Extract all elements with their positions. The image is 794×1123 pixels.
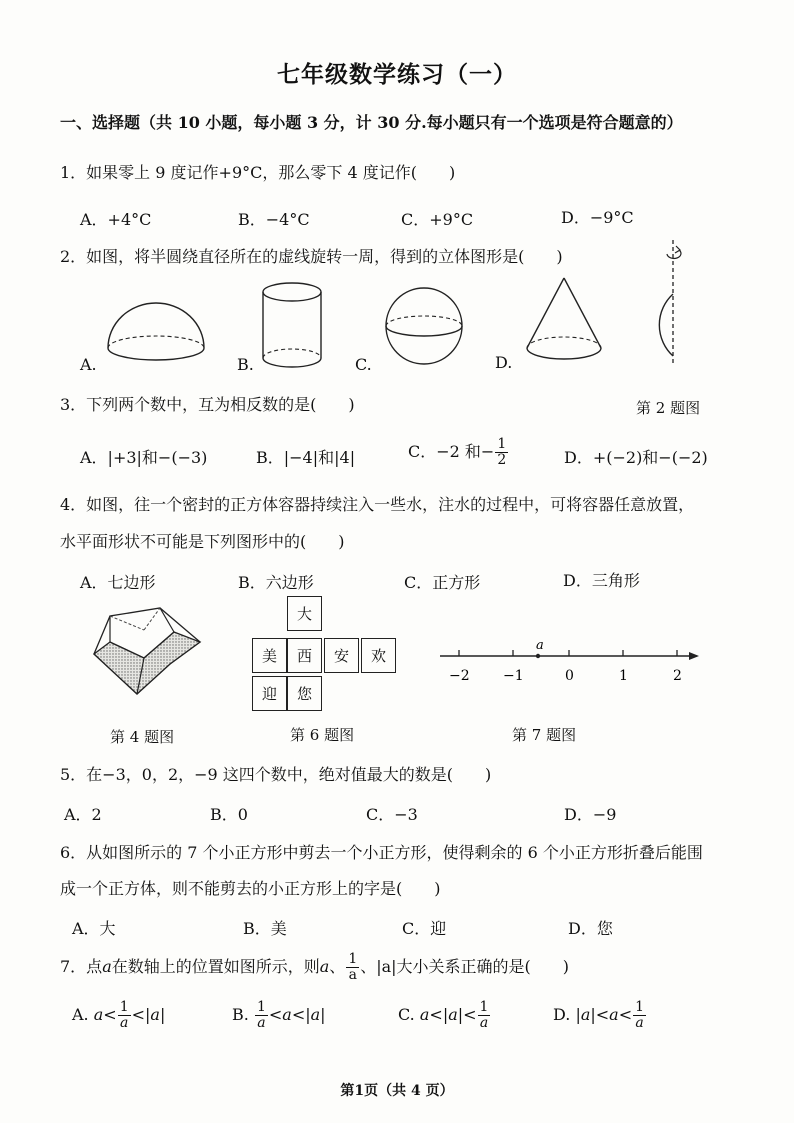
q3-option-c-label: C．−2 和 [408, 442, 481, 461]
q7-option-d-label: D. [553, 1005, 571, 1024]
q7-stem-fraction [346, 952, 359, 983]
cylinder-figure [255, 280, 335, 375]
fraction-numerator: 1 [348, 951, 358, 967]
tick-label: −2 [449, 668, 470, 684]
net-cell: 迎 [252, 676, 287, 711]
net-cell: 西 [287, 638, 322, 673]
variable-a: a [102, 957, 112, 976]
q6-option-a[interactable]: A．大 [72, 919, 116, 938]
q6-caption: 第 6 题图 [290, 726, 355, 744]
net-cell: 安 [324, 638, 359, 673]
q6-stem-line1: 6．从如图所示的 7 个小正方形中剪去一个小正方形，使得剩余的 6 个小正方形折叠后能围 [60, 843, 703, 862]
q3-stem: 3．下列两个数中，互为相反数的是( ) [60, 395, 355, 414]
hemisphere-figure [100, 300, 210, 370]
q2-option-a[interactable]: A. [80, 355, 97, 374]
tick-label: −1 [503, 668, 524, 684]
q1-option-c[interactable]: C．+9°C [401, 210, 474, 229]
q4-stem-line2: 水平面形状不可能是下列图形中的( ) [60, 532, 345, 551]
net-cell: 美 [252, 638, 287, 673]
number-line-figure [435, 636, 705, 686]
q4-caption: 第 4 题图 [110, 728, 175, 746]
q5-option-d[interactable]: D．−9 [564, 805, 617, 824]
q3-option-c[interactable] [408, 437, 509, 468]
net-cell: 大 [287, 596, 322, 631]
q5-option-c[interactable]: C．−3 [366, 805, 418, 824]
q3-option-d[interactable]: D．+(−2)和−(−2) [564, 448, 708, 467]
q6-option-c[interactable]: C．迎 [402, 919, 447, 938]
q2-caption: 第 2 题图 [636, 399, 701, 417]
fraction-denominator: a [348, 967, 357, 983]
water-cube-figure [82, 602, 212, 717]
q6-option-d[interactable]: D．您 [568, 919, 613, 938]
q1-option-d[interactable]: D．−9°C [561, 208, 634, 227]
q7-caption: 第 7 题图 [512, 726, 577, 744]
q7-option-a[interactable]: A. a< $\frac{1}{a}$ <|a| [72, 999, 166, 1031]
q7-option-d[interactable]: D. |a|<a< $\frac{1}{a}$ [553, 999, 645, 1031]
q6-option-b[interactable]: B．美 [243, 919, 287, 938]
point-a-label: a [536, 638, 544, 653]
net-cell: 您 [287, 676, 322, 711]
tick-label: 1 [619, 668, 628, 684]
q2-stem: 2．如图，将半圆绕直径所在的虚线旋转一周，得到的立体图形是( ) [60, 247, 563, 266]
cube-net-figure [250, 596, 410, 716]
q7-option-c-label: C. [398, 1005, 415, 1024]
q2-option-b[interactable]: B. [237, 355, 254, 374]
q1-stem: 1．如果零上 9 度记作+9°C，那么零下 4 度记作( ) [60, 163, 456, 182]
q7-stem-part: 在数轴上的位置如图所示，则 [111, 957, 320, 976]
q3-option-b[interactable]: B．|−4|和|4| [256, 448, 356, 467]
q7-option-b-label: B. [232, 1005, 249, 1024]
q7-option-c[interactable]: C. a<|a|< $\frac{1}{a}$ [398, 999, 489, 1031]
point-a-marker [536, 654, 540, 658]
sphere-figure [380, 282, 470, 372]
q7-stem: 7．点a在数轴上的位置如图所示，则a、 $\frac{1}{a}$ 、|a|大小关系正确的是( ) [60, 951, 570, 983]
q4-option-d[interactable]: D．三角形 [563, 571, 640, 590]
q6-stem-line2: 成一个正方体，则不能剪去的小正方形上的字是( ) [60, 879, 441, 898]
q5-option-a[interactable]: A．2 [64, 805, 102, 824]
q4-option-c[interactable]: C．正方形 [404, 573, 481, 592]
page-title: 七年级数学练习（一） [277, 61, 517, 88]
page-footer: 第1页（共 4 页） [340, 1083, 454, 1099]
tick-label: 2 [673, 668, 682, 684]
q5-stem: 5．在−3，0，2，−9 这四个数中，绝对值最大的数是( ) [60, 765, 492, 784]
section-heading: 一、选择题（共 10 小题，每小题 3 分，计 30 分.每小题只有一个选项是符合题意的） [60, 113, 683, 132]
q1-option-b[interactable]: B．−4°C [238, 210, 310, 229]
tick-label: 0 [565, 668, 574, 684]
q7-option-b[interactable]: B. $\frac{1}{a}$ <a<|a| [232, 999, 326, 1031]
q7-stem-part: 7．点 [60, 957, 103, 976]
q4-option-a[interactable]: A．七边形 [80, 573, 156, 592]
q7-stem-part: 、|a|大小关系正确的是( ) [360, 957, 570, 976]
q1-option-a[interactable]: A．+4°C [80, 210, 152, 229]
q4-stem-line1: 4．如图，往一个密封的正方体容器持续注入一些水，注水的过程中，可将容器任意放置， [60, 495, 695, 514]
net-cell: 欢 [361, 638, 396, 673]
q5-option-b[interactable]: B．0 [210, 805, 248, 824]
q3-option-a[interactable]: A．|+3|和−(−3) [80, 448, 208, 467]
q3-option-c-fraction [495, 437, 508, 468]
q2-option-d[interactable]: D. [495, 353, 513, 372]
variable-a: a [319, 957, 330, 976]
q4-option-b[interactable]: B．六边形 [238, 573, 314, 592]
q7-option-a-label: A. [72, 1005, 89, 1024]
fraction-numerator: 1 [497, 436, 507, 452]
semicircle-rotation-figure [628, 232, 688, 367]
fraction-denominator: 2 [497, 452, 507, 468]
q2-option-c[interactable]: C. [355, 355, 372, 374]
cone-figure [515, 272, 615, 372]
q3-option-c-sign: − [480, 442, 495, 461]
